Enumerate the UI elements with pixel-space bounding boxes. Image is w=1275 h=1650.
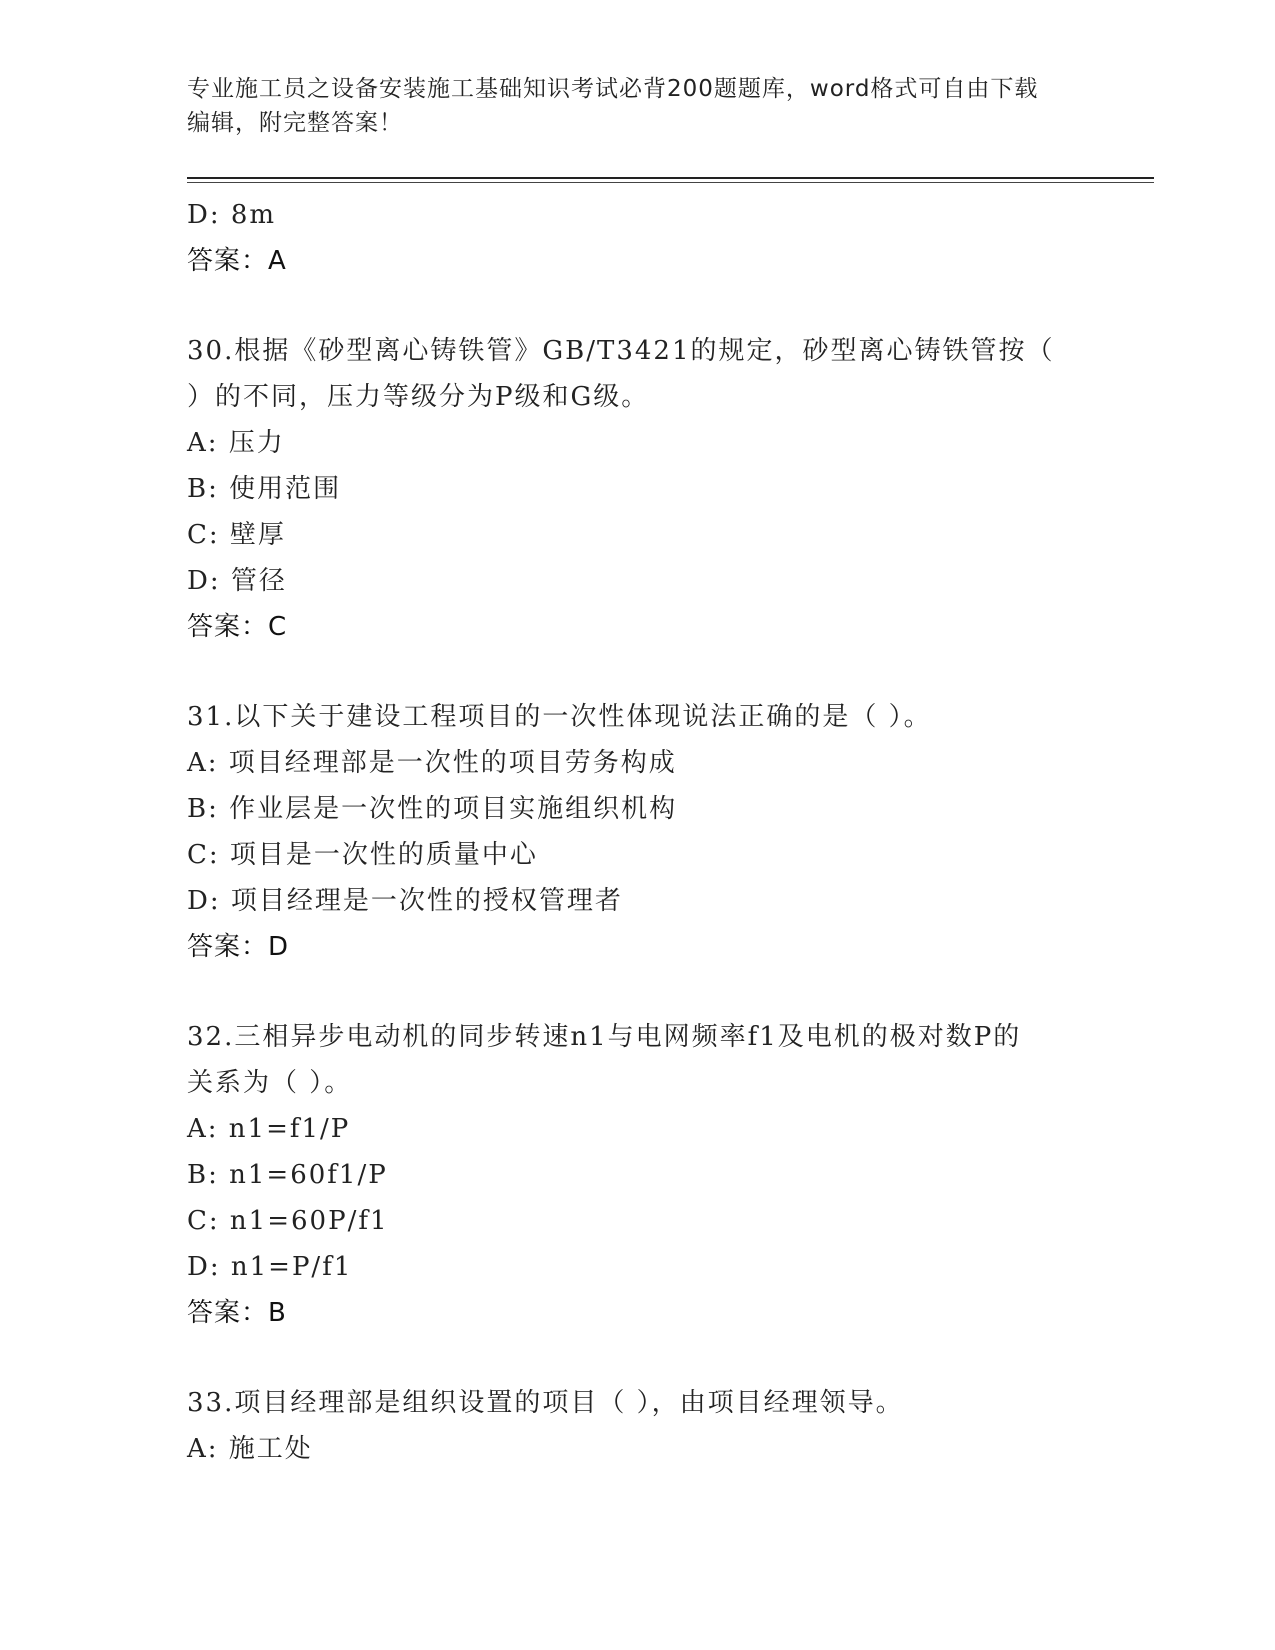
header-title-line-2: 编辑，附完整答案！ (187, 110, 403, 136)
question-33 (187, 1380, 1087, 1472)
option-c: C: n1=60P/f1 (187, 1206, 389, 1236)
document-header (187, 72, 1067, 140)
question-stem-line-2: 关系为（ ）。 (187, 1068, 353, 1098)
header-divider-thick (187, 177, 1154, 179)
option-b: B: 使用范围 (187, 474, 342, 504)
option-d: D: 管径 (187, 566, 287, 596)
question-stem-line-1: 31.以下关于建设工程项目的一次性体现说法正确的是（ ）。 (187, 702, 932, 732)
answer: 答案：C (187, 612, 288, 642)
option-d: D: 项目经理是一次性的授权管理者 (187, 886, 623, 916)
option-a: A: 施工处 (187, 1434, 313, 1464)
option-a: A: 压力 (187, 428, 285, 458)
option-c: C: 壁厚 (187, 520, 286, 550)
answer: 答案：B (187, 1298, 287, 1328)
option-a: A: 项目经理部是一次性的项目劳务构成 (187, 748, 677, 778)
question-31 (187, 694, 1087, 970)
prev-answer: 答案：A (187, 246, 287, 276)
question-stem-line-1: 33.项目经理部是组织设置的项目（ ），由项目经理领导。 (187, 1388, 904, 1418)
question-list (187, 192, 1087, 1472)
option-c: C: 项目是一次性的质量中心 (187, 840, 538, 870)
prev-option-d: D: 8m (187, 200, 277, 230)
question-stem-line-1: 32.三相异步电动机的同步转速n1与电网频率f1及电机的极对数P的 (187, 1022, 1022, 1052)
question-stem-line-2: ）的不同，压力等级分为P级和G级。 (187, 382, 650, 412)
option-b: B: n1=60f1/P (187, 1160, 388, 1190)
question-32 (187, 1014, 1087, 1336)
option-d: D: n1=P/f1 (187, 1252, 353, 1282)
option-b: B: 作业层是一次性的项目实施组织机构 (187, 794, 678, 824)
header-divider-thin (187, 182, 1154, 183)
answer: 答案：D (187, 932, 290, 962)
question-stem-line-1: 30.根据《砂型离心铸铁管》GB/T3421的规定，砂型离心铸铁管按（ (187, 336, 1055, 366)
header-title-line-1: 专业施工员之设备安装施工基础知识考试必背200题题库，word格式可自由下载 (187, 76, 1039, 102)
option-a: A: n1=f1/P (187, 1114, 351, 1144)
question-30 (187, 328, 1087, 650)
